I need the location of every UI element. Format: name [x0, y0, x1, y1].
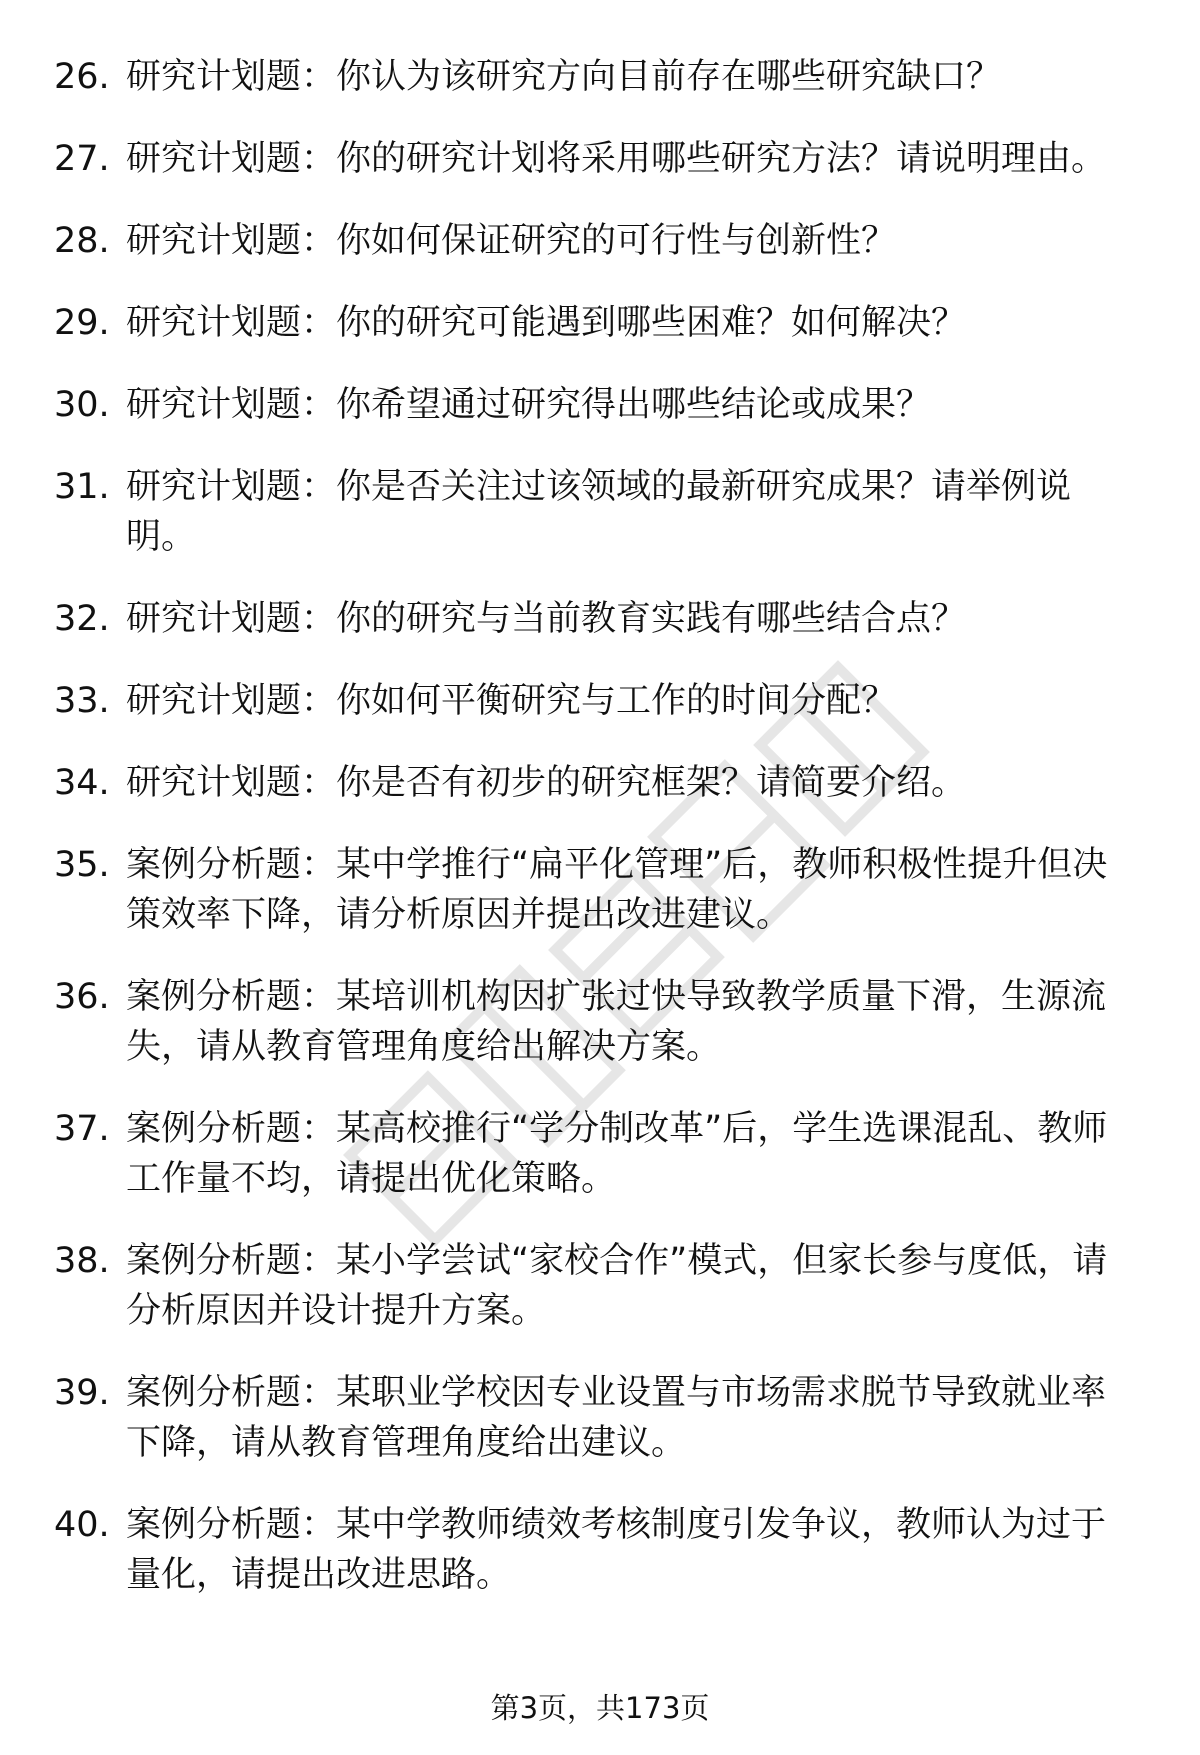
- page-footer: 第3页，共173页: [490, 1691, 710, 1725]
- question-list: [54, 52, 1154, 1632]
- question-number: 40.: [54, 1505, 110, 1545]
- question-item: [54, 134, 1154, 184]
- question-number: 28.: [54, 221, 110, 261]
- question-text: 研究计划题：你的研究与当前教育实践有哪些结合点？: [126, 599, 967, 639]
- question-number: 29.: [54, 303, 110, 343]
- question-number: 39.: [54, 1373, 110, 1413]
- question-number: 33.: [54, 681, 110, 721]
- question-item: [54, 216, 1154, 266]
- question-text: 研究计划题：你的研究计划将采用哪些研究方法？请说明理由。: [126, 139, 1107, 179]
- question-number: 31.: [54, 467, 110, 507]
- question-text: 研究计划题：你的研究可能遇到哪些困难？如何解决？: [126, 303, 967, 343]
- question-text: 研究计划题：你如何保证研究的可行性与创新性？: [126, 221, 897, 261]
- question-number: 35.: [54, 845, 110, 885]
- question-item: [54, 594, 1154, 644]
- question-text: 研究计划题：你认为该研究方向目前存在哪些研究缺口？: [126, 57, 1002, 97]
- question-text: 案例分析题：某高校推行“学分制改革”后，学生选课混乱、教师工作量不均，请提出优化策略。: [126, 1109, 1108, 1199]
- question-item: [54, 462, 1154, 562]
- question-text: 研究计划题：你是否关注过该领域的最新研究成果？请举例说明。: [126, 467, 1072, 557]
- question-item: [54, 840, 1154, 940]
- question-text: 案例分析题：某小学尝试“家校合作”模式，但家长参与度低，请分析原因并设计提升方案。: [126, 1241, 1108, 1331]
- question-number: 26.: [54, 57, 110, 97]
- question-item: [54, 380, 1154, 430]
- question-item: [54, 1104, 1154, 1204]
- question-number: 34.: [54, 763, 110, 803]
- question-number: 36.: [54, 977, 110, 1017]
- question-text: 研究计划题：你如何平衡研究与工作的时间分配？: [126, 681, 897, 721]
- question-item: [54, 758, 1154, 808]
- question-number: 38.: [54, 1241, 110, 1281]
- question-item: [54, 298, 1154, 348]
- question-number: 37.: [54, 1109, 110, 1149]
- question-item: [54, 1500, 1154, 1600]
- question-text: 研究计划题：你希望通过研究得出哪些结论或成果？: [126, 385, 932, 425]
- question-text: 案例分析题：某中学教师绩效考核制度引发争议，教师认为过于量化，请提出改进思路。: [126, 1505, 1107, 1595]
- question-text: 案例分析题：某职业学校因专业设置与市场需求脱节导致就业率下降，请从教育管理角度给出建议。: [126, 1373, 1107, 1463]
- question-item: [54, 972, 1154, 1072]
- question-item: [54, 1236, 1154, 1336]
- question-number: 30.: [54, 385, 110, 425]
- question-text: 案例分析题：某培训机构因扩张过快导致教学质量下滑，生源流失，请从教育管理角度给出解决方案。: [126, 977, 1107, 1067]
- question-text: 研究计划题：你是否有初步的研究框架？请简要介绍。: [126, 763, 967, 803]
- question-text: 案例分析题：某中学推行“扁平化管理”后，教师积极性提升但决策效率下降，请分析原因并提出改进建议。: [126, 845, 1108, 935]
- question-number: 27.: [54, 139, 110, 179]
- question-item: [54, 1368, 1154, 1468]
- question-item: [54, 676, 1154, 726]
- question-number: 32.: [54, 599, 110, 639]
- question-item: [54, 52, 1154, 102]
